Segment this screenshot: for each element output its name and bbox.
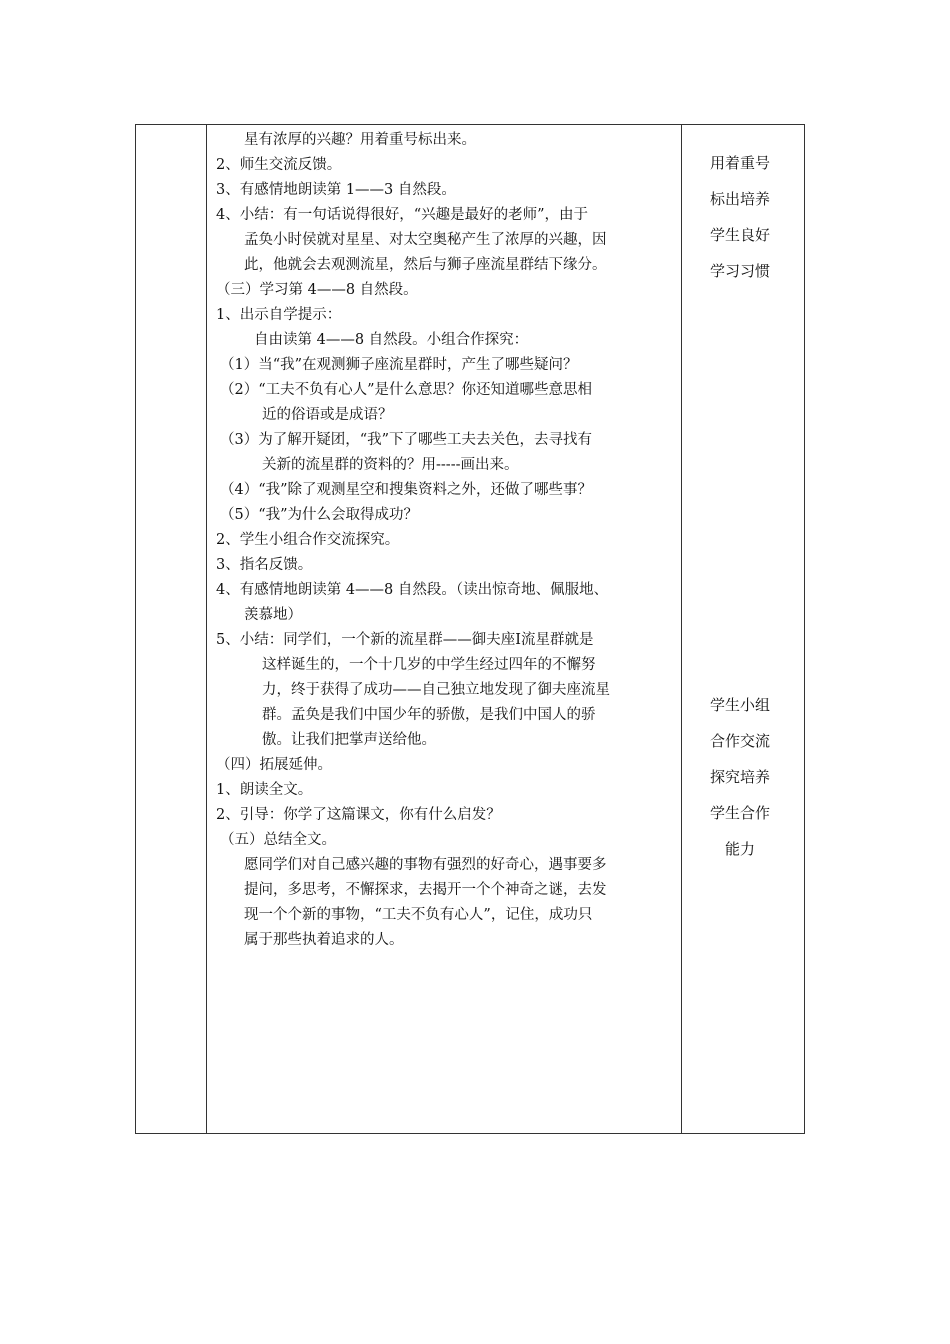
text-line: 关新的流星群的资料的？用-----画出来。	[262, 457, 519, 473]
design-note-line: 探究培养	[709, 768, 770, 786]
text-line: 4、有感情地朗读第 4——8 自然段。（读出惊奇地、佩服地、	[216, 582, 609, 598]
text-line: （三）学习第 4——8 自然段。	[216, 282, 418, 298]
text-line: 愿同学们对自己感兴趣的事物有强烈的好奇心，遇事要多	[244, 857, 607, 873]
text-line: 3、指名反馈。	[216, 557, 313, 573]
text-line: 2、师生交流反馈。	[216, 157, 342, 173]
text-line: （2）“工夫不负有心人”是什么意思？你还知道哪些意思相	[220, 382, 593, 398]
text-line: （四）拓展延伸。	[216, 757, 332, 773]
text-line: 群。孟奂是我们中国少年的骄傲，是我们中国人的骄	[262, 707, 596, 723]
column-divider-right	[681, 125, 682, 1133]
text-line: （5）“我”为什么会取得成功？	[220, 507, 419, 523]
design-note-line: 学习习惯	[709, 262, 770, 280]
lesson-plan-table	[135, 124, 805, 1134]
text-line: 2、引导：你学了这篇课文，你有什么启发？	[216, 807, 501, 823]
text-line: （3）为了解开疑团，“我”下了哪些工夫去关色，去寻找有	[220, 432, 593, 448]
text-line: 2、学生小组合作交流探究。	[216, 532, 400, 548]
text-line: 现一个个新的事物，“工夫不负有心人”，记住，成功只	[244, 907, 593, 923]
text-line: 属于那些执着追求的人。	[244, 932, 404, 948]
text-line: 这样诞生的，一个十几岁的中学生经过四年的不懈努	[262, 657, 596, 673]
text-line: （4）“我”除了观测星空和搜集资料之外，还做了哪些事？	[220, 482, 593, 498]
design-note	[704, 687, 776, 867]
text-line: 4、小结：有一句话说得很好，“兴趣是最好的老师”，由于	[216, 207, 589, 223]
text-line: （1）当“我”在观测狮子座流星群时，产生了哪些疑问？	[220, 357, 578, 373]
text-line: 傲。让我们把掌声送给他。	[262, 732, 436, 748]
design-note-line: 合作交流	[709, 732, 770, 750]
text-line: （五）总结全文。	[220, 832, 336, 848]
design-note-line: 学生合作	[709, 804, 770, 822]
design-note	[704, 145, 776, 289]
text-line: 近的俗语或是成语？	[262, 407, 393, 423]
text-line: 提问，多思考，不懈探求，去揭开一个个神奇之谜，去发	[244, 882, 607, 898]
text-line: 此，他就会去观测流星，然后与狮子座流星群结下缘分。	[244, 257, 607, 273]
text-line: 星有浓厚的兴趣？用着重号标出来。	[244, 132, 476, 148]
design-note-line: 能力	[724, 840, 755, 858]
design-note-line: 学生良好	[709, 226, 770, 244]
design-note-line: 学生小组	[709, 696, 770, 714]
text-line: 羡慕地）	[244, 607, 302, 623]
text-line: 5、小结：同学们，一个新的流星群——御夫座Ⅰ流星群就是	[216, 632, 594, 648]
text-line: 力，终于获得了成功——自己独立地发现了御夫座流星	[262, 682, 610, 698]
text-line: 3、有感情地朗读第 1——3 自然段。	[216, 182, 456, 198]
text-line: 自由读第 4——8 自然段。小组合作探究：	[254, 332, 529, 348]
text-line: 1、朗读全文。	[216, 782, 313, 798]
text-line: 孟奂小时侯就对星星、对太空奥秘产生了浓厚的兴趣，因	[244, 232, 607, 248]
design-note-line: 用着重号	[709, 154, 770, 172]
design-note-line: 标出培养	[709, 190, 770, 208]
column-divider-left	[206, 125, 207, 1133]
text-line: 1、出示自学提示：	[216, 307, 342, 323]
